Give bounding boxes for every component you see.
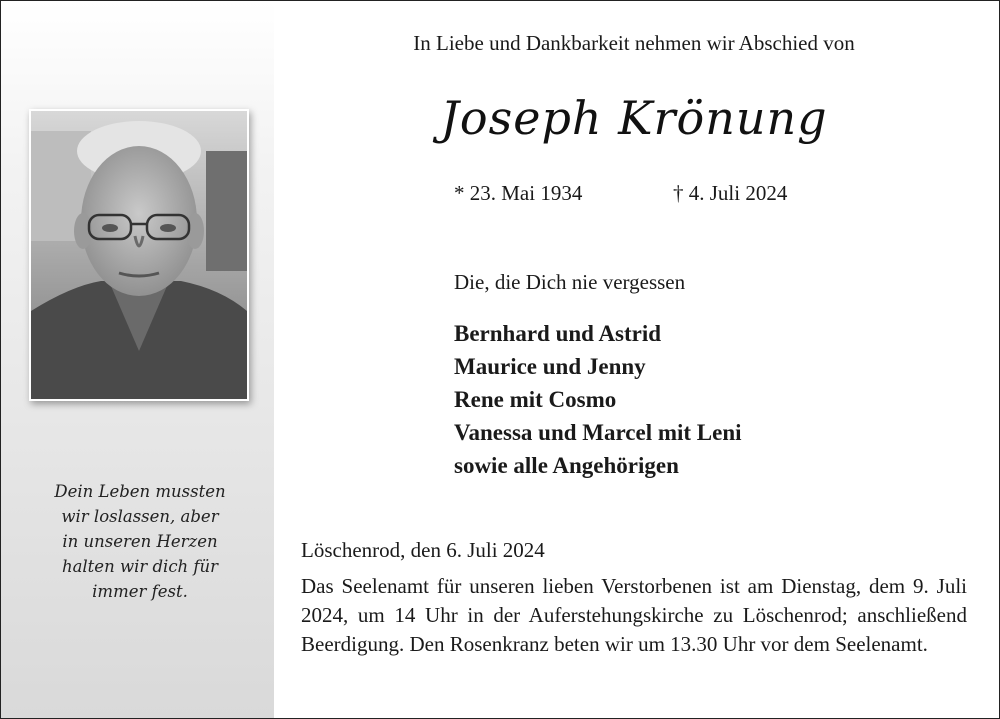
mourner-entry: sowie alle Angehörigen	[454, 453, 679, 478]
service-notice: Das Seelenamt für unseren lieben Verstorbenen ist am Dienstag, dem 9. Juli 2024, um 14 Uhr in der Auferstehungskirche zu Löschenrod; anschließend Beerdigung. Den Rosenkranz beten wir um 13.30 Uhr vor dem Seelenamt.	[301, 574, 967, 656]
quote-line: halten wir dich für	[61, 557, 219, 576]
quote-line: Dein Leben mussten	[54, 482, 226, 501]
mourner-entry: Bernhard und Astrid	[454, 321, 662, 346]
mourners-list	[454, 317, 742, 482]
portrait-image	[31, 111, 247, 399]
quote-line: wir loslassen, aber	[61, 507, 219, 526]
farewell-quote	[15, 479, 265, 604]
mourner-entry: Maurice und Jenny	[454, 354, 646, 379]
intro-text: In Liebe und Dankbarkeit nehmen wir Abschied von	[413, 31, 855, 55]
quote-line: immer fest.	[92, 582, 188, 601]
place-and-date: Löschenrod, den 6. Juli 2024	[301, 538, 545, 562]
death-date: † 4. Juli 2024	[673, 181, 788, 205]
mourner-entry: Vanessa und Marcel mit Leni	[454, 420, 742, 445]
left-panel	[1, 1, 274, 718]
mourners-intro: Die, die Dich nie vergessen	[454, 270, 686, 294]
mourner-entry: Rene mit Cosmo	[454, 387, 617, 412]
birth-date: * 23. Mai 1934	[454, 181, 583, 205]
quote-line: in unseren Herzen	[62, 532, 218, 551]
portrait-photo	[29, 109, 249, 401]
deceased-name: Joseph Krönung	[440, 91, 828, 145]
